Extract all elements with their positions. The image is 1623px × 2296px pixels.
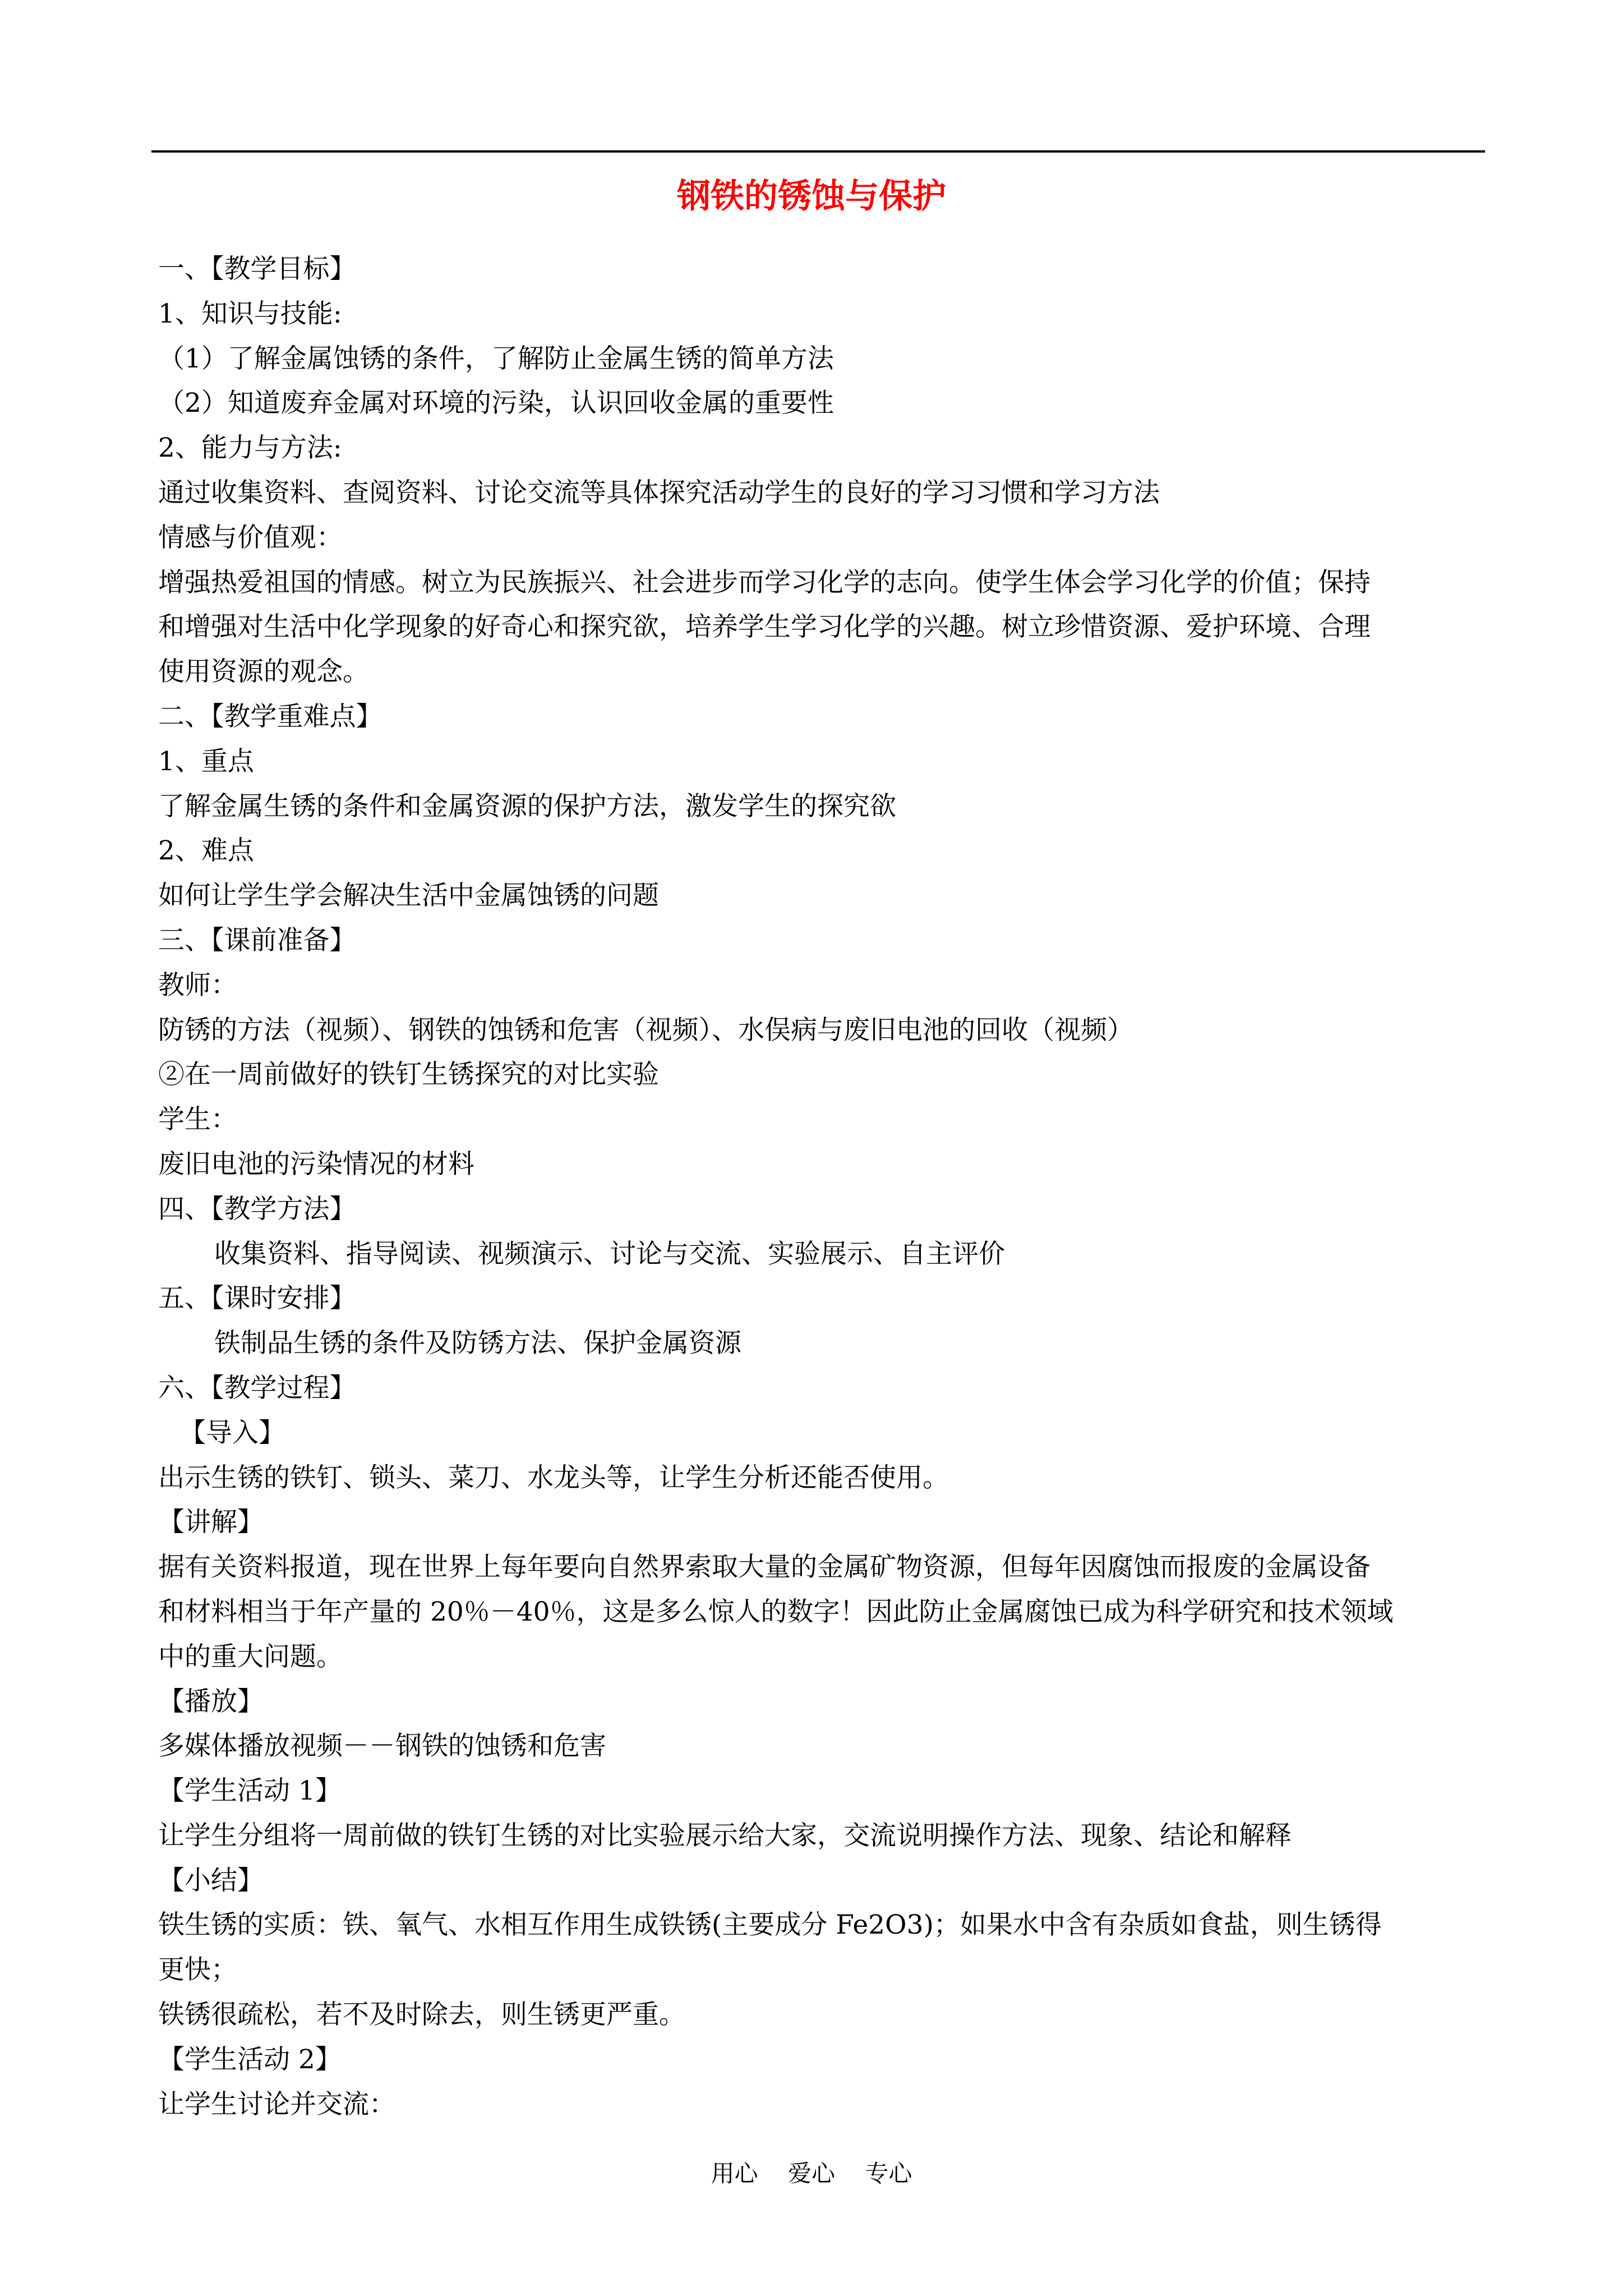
section-heading-process: 六、【教学过程】 xyxy=(158,1372,356,1404)
subheading-student: 学生： xyxy=(158,1104,237,1135)
paragraph-line: 出示生锈的铁钉、锁头、菜刀、水龙头等，让学生分析还能否使用。 xyxy=(158,1462,949,1493)
paragraph-line: ②在一周前做好的铁钉生锈探究的对比实验 xyxy=(158,1059,659,1091)
document-title: 钢铁的锈蚀与保护 xyxy=(677,177,946,216)
subheading-play: 【播放】 xyxy=(158,1686,264,1717)
subheading-intro: 【导入】 xyxy=(179,1417,285,1448)
paragraph-line: 如何让学生学会解决生活中金属蚀锈的问题 xyxy=(158,880,659,912)
subheading-difficulty: 2、难点 xyxy=(158,835,254,867)
section-heading-objectives: 一、【教学目标】 xyxy=(158,254,356,284)
paragraph-line: 通过收集资料、查阅资料、讨论交流等具体探究活动学生的良好的学习习惯和学习方法 xyxy=(158,477,1160,508)
subheading-teacher: 教师： xyxy=(158,969,237,1001)
paragraph-line: （1）了解金属蚀锈的条件，了解防止金属生锈的简单方法 xyxy=(158,343,834,374)
paragraph-line: 和材料相当于年产量的 20％－40％，这是多么惊人的数字！因此防止金属腐蚀已成为科学研究和技术领域 xyxy=(158,1596,1394,1627)
section-heading-methods: 四、【教学方法】 xyxy=(158,1193,356,1225)
section-heading-preparation: 三、【课前准备】 xyxy=(158,924,356,956)
paragraph-line: 使用资源的观念。 xyxy=(158,656,369,688)
paragraph-line: 和增强对生活中化学现象的好奇心和探究欲，培养学生学习化学的兴趣。树立珍惜资源、爱护环境、合理 xyxy=(158,611,1371,643)
paragraph-line: 铁生锈的实质：铁、氧气、水相互作用生成铁锈(主要成分 Fe2O3)；如果水中含有杂质如食盐，则生锈得 xyxy=(158,1910,1382,1941)
subheading-knowledge-skills: 1、知识与技能: xyxy=(158,298,342,329)
subheading-student-activity-2: 【学生活动 2】 xyxy=(158,2044,342,2075)
paragraph-line: 废旧电池的污染情况的材料 xyxy=(158,1148,474,1180)
subheading-key-point: 1、重点 xyxy=(158,746,254,777)
paragraph-line: 让学生分组将一周前做的铁钉生锈的对比实验展示给大家，交流说明操作方法、现象、结论和解释 xyxy=(158,1820,1292,1851)
paragraph-line: 了解金属生锈的条件和金属资源的保护方法，激发学生的探究欲 xyxy=(158,790,896,822)
paragraph-line: 多媒体播放视频－－钢铁的蚀锈和危害 xyxy=(158,1731,606,1762)
subheading-summary: 【小结】 xyxy=(158,1865,264,1896)
subheading-ability-method: 2、能力与方法: xyxy=(158,432,342,464)
paragraph-line: 铁锈很疏松，若不及时除去，则生锈更严重。 xyxy=(158,1999,685,2031)
page-footer: 用心 爱心 专心 xyxy=(711,2160,912,2187)
paragraph-line: 更快； xyxy=(158,1954,237,1986)
subheading-explanation: 【讲解】 xyxy=(158,1507,264,1538)
document-body xyxy=(158,247,1487,2127)
paragraph-line: 铁制品生锈的条件及防锈方法、保护金属资源 xyxy=(214,1328,741,1359)
paragraph-line: 据有关资料报道，现在世界上每年要向自然界索取大量的金属矿物资源，但每年因腐蚀而报废的金属设备 xyxy=(158,1552,1371,1583)
section-heading-key-points: 二、【教学重难点】 xyxy=(158,701,382,732)
paragraph-line: 增强热爱祖国的情感。树立为民族振兴、社会进步而学习化学的志向。使学生体会学习化学的价值；保持 xyxy=(158,567,1371,598)
paragraph-line: 中的重大问题。 xyxy=(158,1641,343,1672)
subheading-emotion-values: 情感与价值观： xyxy=(158,522,343,553)
paragraph-line: 收集资料、指导阅读、视频演示、讨论与交流、实验展示、自主评价 xyxy=(214,1238,1005,1269)
subheading-student-activity-1: 【学生活动 1】 xyxy=(158,1775,342,1807)
section-heading-schedule: 五、【课时安排】 xyxy=(158,1283,356,1314)
paragraph-line: 防锈的方法（视频）、钢铁的蚀锈和危害（视频）、水俣病与废旧电池的回收（视频） xyxy=(158,1014,1133,1046)
paragraph-line: 让学生讨论并交流： xyxy=(158,2088,395,2120)
header-rule xyxy=(151,150,1485,153)
paragraph-line: （2）知道废弃金属对环境的污染，认识回收金属的重要性 xyxy=(158,388,834,419)
